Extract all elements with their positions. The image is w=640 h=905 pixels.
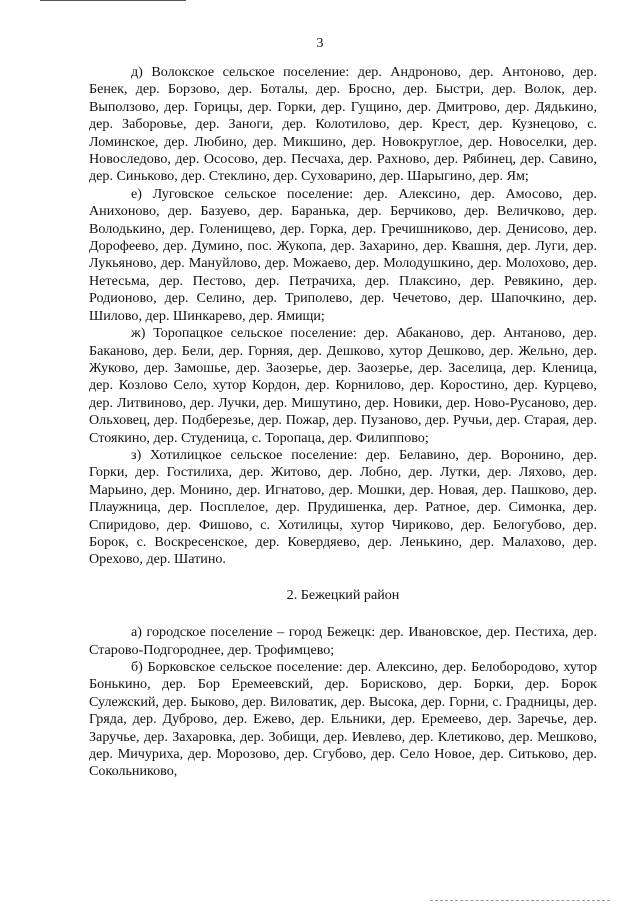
top-rule — [40, 0, 186, 1]
paragraph-lugovskoe: е) Луговское сельское поселение: дер. Алексино, дер. Амосово, дер. Анихоново, дер. Базуево, дер. Баранька, дер. Берчиково, дер. Величково, дер. Володькино, дер. Голенищево, дер. Горка, дер. Гречишниково, дер. Денисово, дер. Дорофеево, дер. Думино, пос. Жукопа, дер. Захарино, дер. Квашня, дер. Луги, дер. Лукьяново, дер. Мануйлово, дер. Можаево, дер. Молодушкино, дер. Молохово, дер. Нетесьма, дер. Пестово, дер. Петрачиха, дер. Плаксино, дер. Ревякино, дер. Родионово, дер. Селино, дер. Триполево, дер. Чечетово, дер. Шапочкино, дер. Шилово, дер. Шинкарево, дер. Ямищи; — [89, 185, 597, 324]
section-heading-bezhetsk: 2. Бежецкий район — [286, 586, 400, 603]
paragraph-borkovskoe: б) Борковское сельское поселение: дер. Алексино, дер. Белобородово, хутор Бонькино, дер. Бор Еремеевский, дер. Борисково, дер. Борки, дер. Борок Сулежский, дер. Быково, дер. Виловатик, дер. Высока, дер. Горни, с. Градницы, дер. Гряда, дер. Дуброво, дер. Ежево, дер. Ельники, дер. Еремеево, дер. Заречье, дер. Заручье, дер. Захаровка, дер. Зобищи, дер. Иевлево, дер. Клетиково, дер. Мешково, дер. Мичуриха, дер. Морозово, дер. Сгубово, дер. Село Новое, дер. Ситьково, дер. Сокольниково, — [89, 659, 597, 780]
page-number: 3 — [316, 36, 324, 51]
paragraph-khotilitskoe: з) Хотилицкое сельское поселение: дер. Белавино, дер. Воронино, дер. Горки, дер. Гостилиха, дер. Житово, дер. Лобно, дер. Лутки, дер. Ляхово, дер. Марьино, дер. Монино, дер. Игнатово, дер. Мошки, дер. Новая, дер. Пашково, дер. Плаужница, дер. Посплелое, дер. Прудишенка, дер. Ратное, дер. Симонка, дер. Спиридово, дер. Фишово, с. Хотилицы, хутор Чириково, дер. Белогубово, дер. Борок, с. Воскресенское, дер. Ковердяево, дер. Ленькино, дер. Малахово, дер. Орехово, дер. Шатино. — [89, 446, 597, 568]
document-body — [89, 64, 597, 781]
paragraph-toropatskoe: ж) Торопацкое сельское поселение: дер. Абаканово, дер. Антаново, дер. Баканово, дер. Бели, дер. Горняя, дер. Дешково, хутор Дешково, дер. Жельно, дер. Жуково, дер. Замошье, дер. Заозерье, дер. Заозерье, дер. Заселица, дер. Кленица, дер. Козлово Село, хутор Кордон, дер. Корнилово, дер. Коростино, дер. Курцево, дер. Литвиново, дер. Лучки, дер. Мишутино, дер. Новики, дер. Ново-Русаново, дер. Ольховец, дер. Подберезье, дер. Пожар, дер. Пузаново, дер. Ручьи, дер. Старая, дер. Стоякино, дер. Студеница, с. Торопаца, дер. Филиппово; — [89, 325, 597, 446]
scan-edge — [430, 900, 610, 905]
paragraph-volokskoe: д) Волокское сельское поселение: дер. Андроново, дер. Антоново, дер. Бенек, дер. Борзово, дер. Боталы, дер. Бросно, дер. Быстри, дер. Волок, дер. Выползово, дер. Горицы, дер. Горки, дер. Гущино, дер. Дмитрово, дер. Дядькино, дер. Заборовье, дер. Заноги, дер. Колотилово, дер. Крест, дер. Кузнецово, с. Ломинское, дер. Любино, дер. Микшино, дер. Новокруглое, дер. Новоселки, дер. Новоследово, дер. Ососово, дер. Песчаха, дер. Рахново, дер. Рябинец, дер. Савино, дер. Синьково, дер. Стеклино, дер. Суховарино, дер. Шарыгино, дер. Ям; — [89, 64, 597, 185]
paragraph-bezhetsk-city: а) городское поселение – город Бежецк: дер. Ивановское, дер. Пестиха, дер. Старово-Подгороднее, дер. Трофимцево; — [89, 624, 597, 658]
